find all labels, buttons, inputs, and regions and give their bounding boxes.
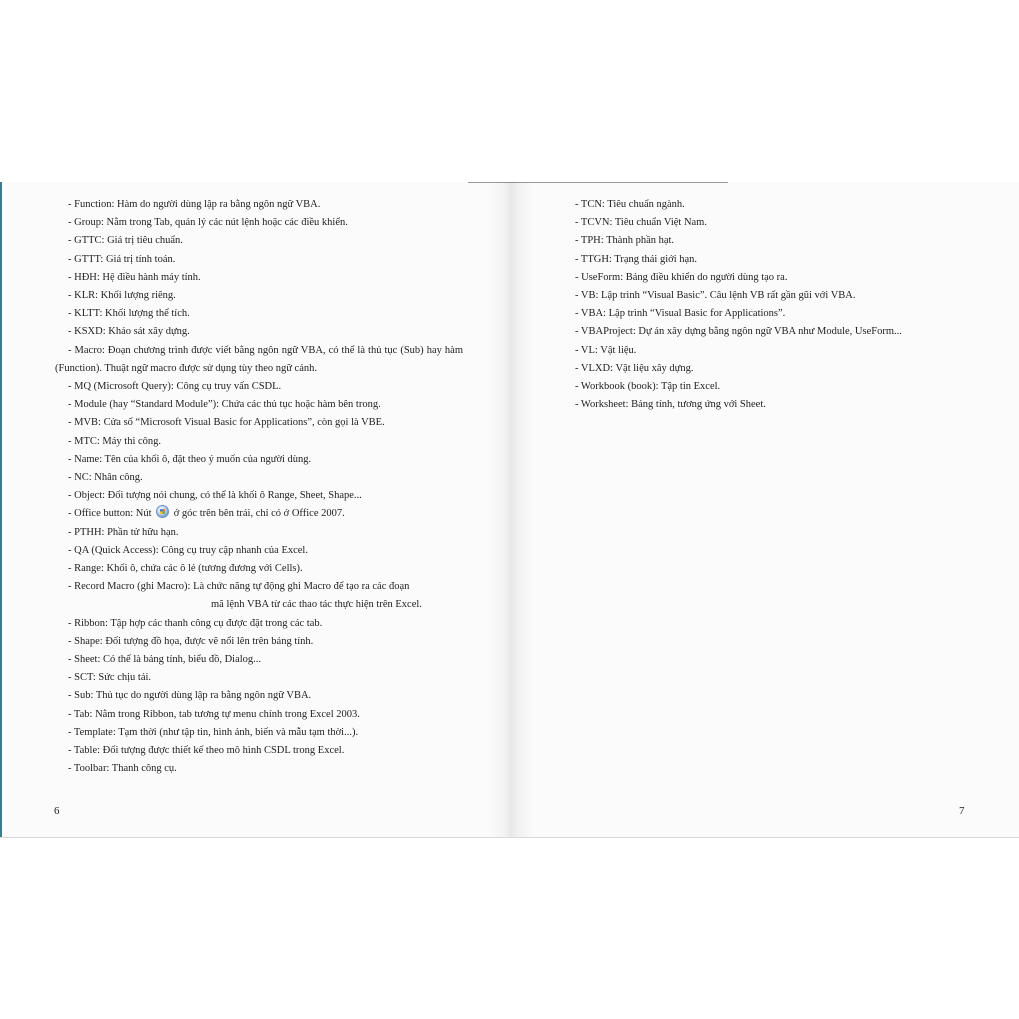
page-number-left: 6 [54,805,60,817]
glossary-entry: - Sub: Thủ tục do người dùng lập ra bằng ngôn ngữ VBA. [68,690,312,702]
glossary-entry: - Template: Tạm thời (như tập tin, hình ảnh, biến và mẫu tạm thời...). [68,726,359,738]
glossary-entry: - TTGH: Trạng thái giới hạn. [575,253,698,265]
glossary-entry: - TPH: Thành phần hạt. [575,235,675,247]
glossary-entry: - Object: Đối tượng nói chung, có thể là khối ô Range, Sheet, Shape... [68,490,362,502]
glossary-entry-office-button [55,505,475,523]
glossary-entry: - NC: Nhân công. [68,472,143,484]
glossary-entry: - Workbook (book): Tập tin Excel. [575,381,721,393]
glossary-entry: - PTHH: Phần tử hữu hạn. [68,526,179,538]
glossary-entry: - Macro: Đoạn chương trình được viết bằng ngôn ngữ VBA, có thể là thủ tục (Sub) hay hàm (Function). Thuật ngữ macro được sử dụng tùy theo ngữ cảnh. [55,344,463,374]
glossary-entry: - VL: Vật liệu. [575,344,637,356]
glossary-entry: - Tab: Nằm trong Ribbon, tab tương tự menu chính trong Excel 2003. [68,708,360,720]
book-gutter [488,182,534,837]
glossary-entry-record-macro [55,578,475,614]
glossary-entry: - Shape: Đối tượng đồ họa, được vẽ nổi lên trên bảng tính. [68,635,314,647]
glossary-entry: - HĐH: Hệ điều hành máy tính. [68,271,201,283]
left-page [55,196,475,779]
glossary-entry: - Ribbon: Tập hợp các thanh công cụ được đặt trong các tab. [68,617,323,629]
glossary-entry: - Worksheet: Bảng tính, tương ứng với Sheet. [575,399,766,411]
glossary-entry: - MVB: Cửa sổ “Microsoft Visual Basic for Applications”, còn gọi là VBE. [68,417,385,429]
glossary-entry: - UseForm: Bảng điều khiển do người dùng tạo ra. [575,271,788,283]
glossary-entry: - VBA: Lập trình “Visual Basic for Applications”. [575,308,786,320]
entry-text: ở góc trên bên trái, chỉ có ở Office 2007. [173,508,345,520]
page-number-right: 7 [959,805,965,817]
glossary-entry: - VBAProject: Dự án xây dựng bằng ngôn ngữ VBA như Module, UseForm... [575,326,902,338]
entry-continuation: mã lệnh VBA từ các thao tác thực hiện trên Excel. [211,599,422,611]
right-page [575,196,995,414]
entry-text: - Office button: Nút [68,508,152,520]
glossary-entry: - KLTT: Khối lượng thể tích. [68,308,190,320]
glossary-entry: - Group: Nằm trong Tab, quản lý các nút lệnh hoặc các điều khiển. [68,217,348,229]
glossary-entry: - Table: Đối tượng được thiết kế theo mô hình CSDL trong Excel. [68,745,345,757]
glossary-entry: - KSXD: Khảo sát xây dựng. [68,326,190,338]
entry-text: - Record Macro (ghi Macro): Là chức năng tự động ghi Macro để tạo ra các đoạn [68,581,410,593]
glossary-entry: - Name: Tên của khối ô, đặt theo ý muốn của người dùng. [68,453,312,465]
glossary-entry: - Function: Hàm do người dùng lập ra bằng ngôn ngữ VBA. [68,199,321,210]
glossary-entry: - KLR: Khối lượng riêng. [68,290,176,302]
glossary-entry: - QA (Quick Access): Công cụ truy cập nhanh của Excel. [68,544,308,556]
glossary-entry: - VLXD: Vật liệu xây dựng. [575,362,694,374]
glossary-entry: - GTTT: Giá trị tính toán. [68,253,176,265]
office-button-icon [156,505,169,518]
glossary-entry: - Toolbar: Thanh công cụ. [68,763,177,775]
glossary-entry: - Range: Khối ô, chứa các ô lẻ (tương đương với Cells). [68,563,303,575]
glossary-entry: - Module (hay “Standard Module”): Chứa các thủ tục hoặc hàm bên trong. [68,399,381,411]
glossary-entry: - VB: Lập trình “Visual Basic”. Câu lệnh VB rất gần gũi với VBA. [575,290,856,302]
glossary-entry: - Sheet: Có thể là bảng tính, biểu đồ, Dialog... [68,654,262,666]
glossary-entry: - TCVN: Tiêu chuẩn Việt Nam. [575,217,707,229]
glossary-entry: - MQ (Microsoft Query): Công cụ truy vấn CSDL. [68,381,282,393]
glossary-entry: - GTTC: Giá trị tiêu chuẩn. [68,235,183,247]
page-edge [0,182,2,837]
glossary-entry: - MTC: Máy thi công. [68,435,162,447]
glossary-entry: - TCN: Tiêu chuẩn ngành. [575,199,685,210]
glossary-entry: - SCT: Sức chịu tải. [68,672,152,684]
